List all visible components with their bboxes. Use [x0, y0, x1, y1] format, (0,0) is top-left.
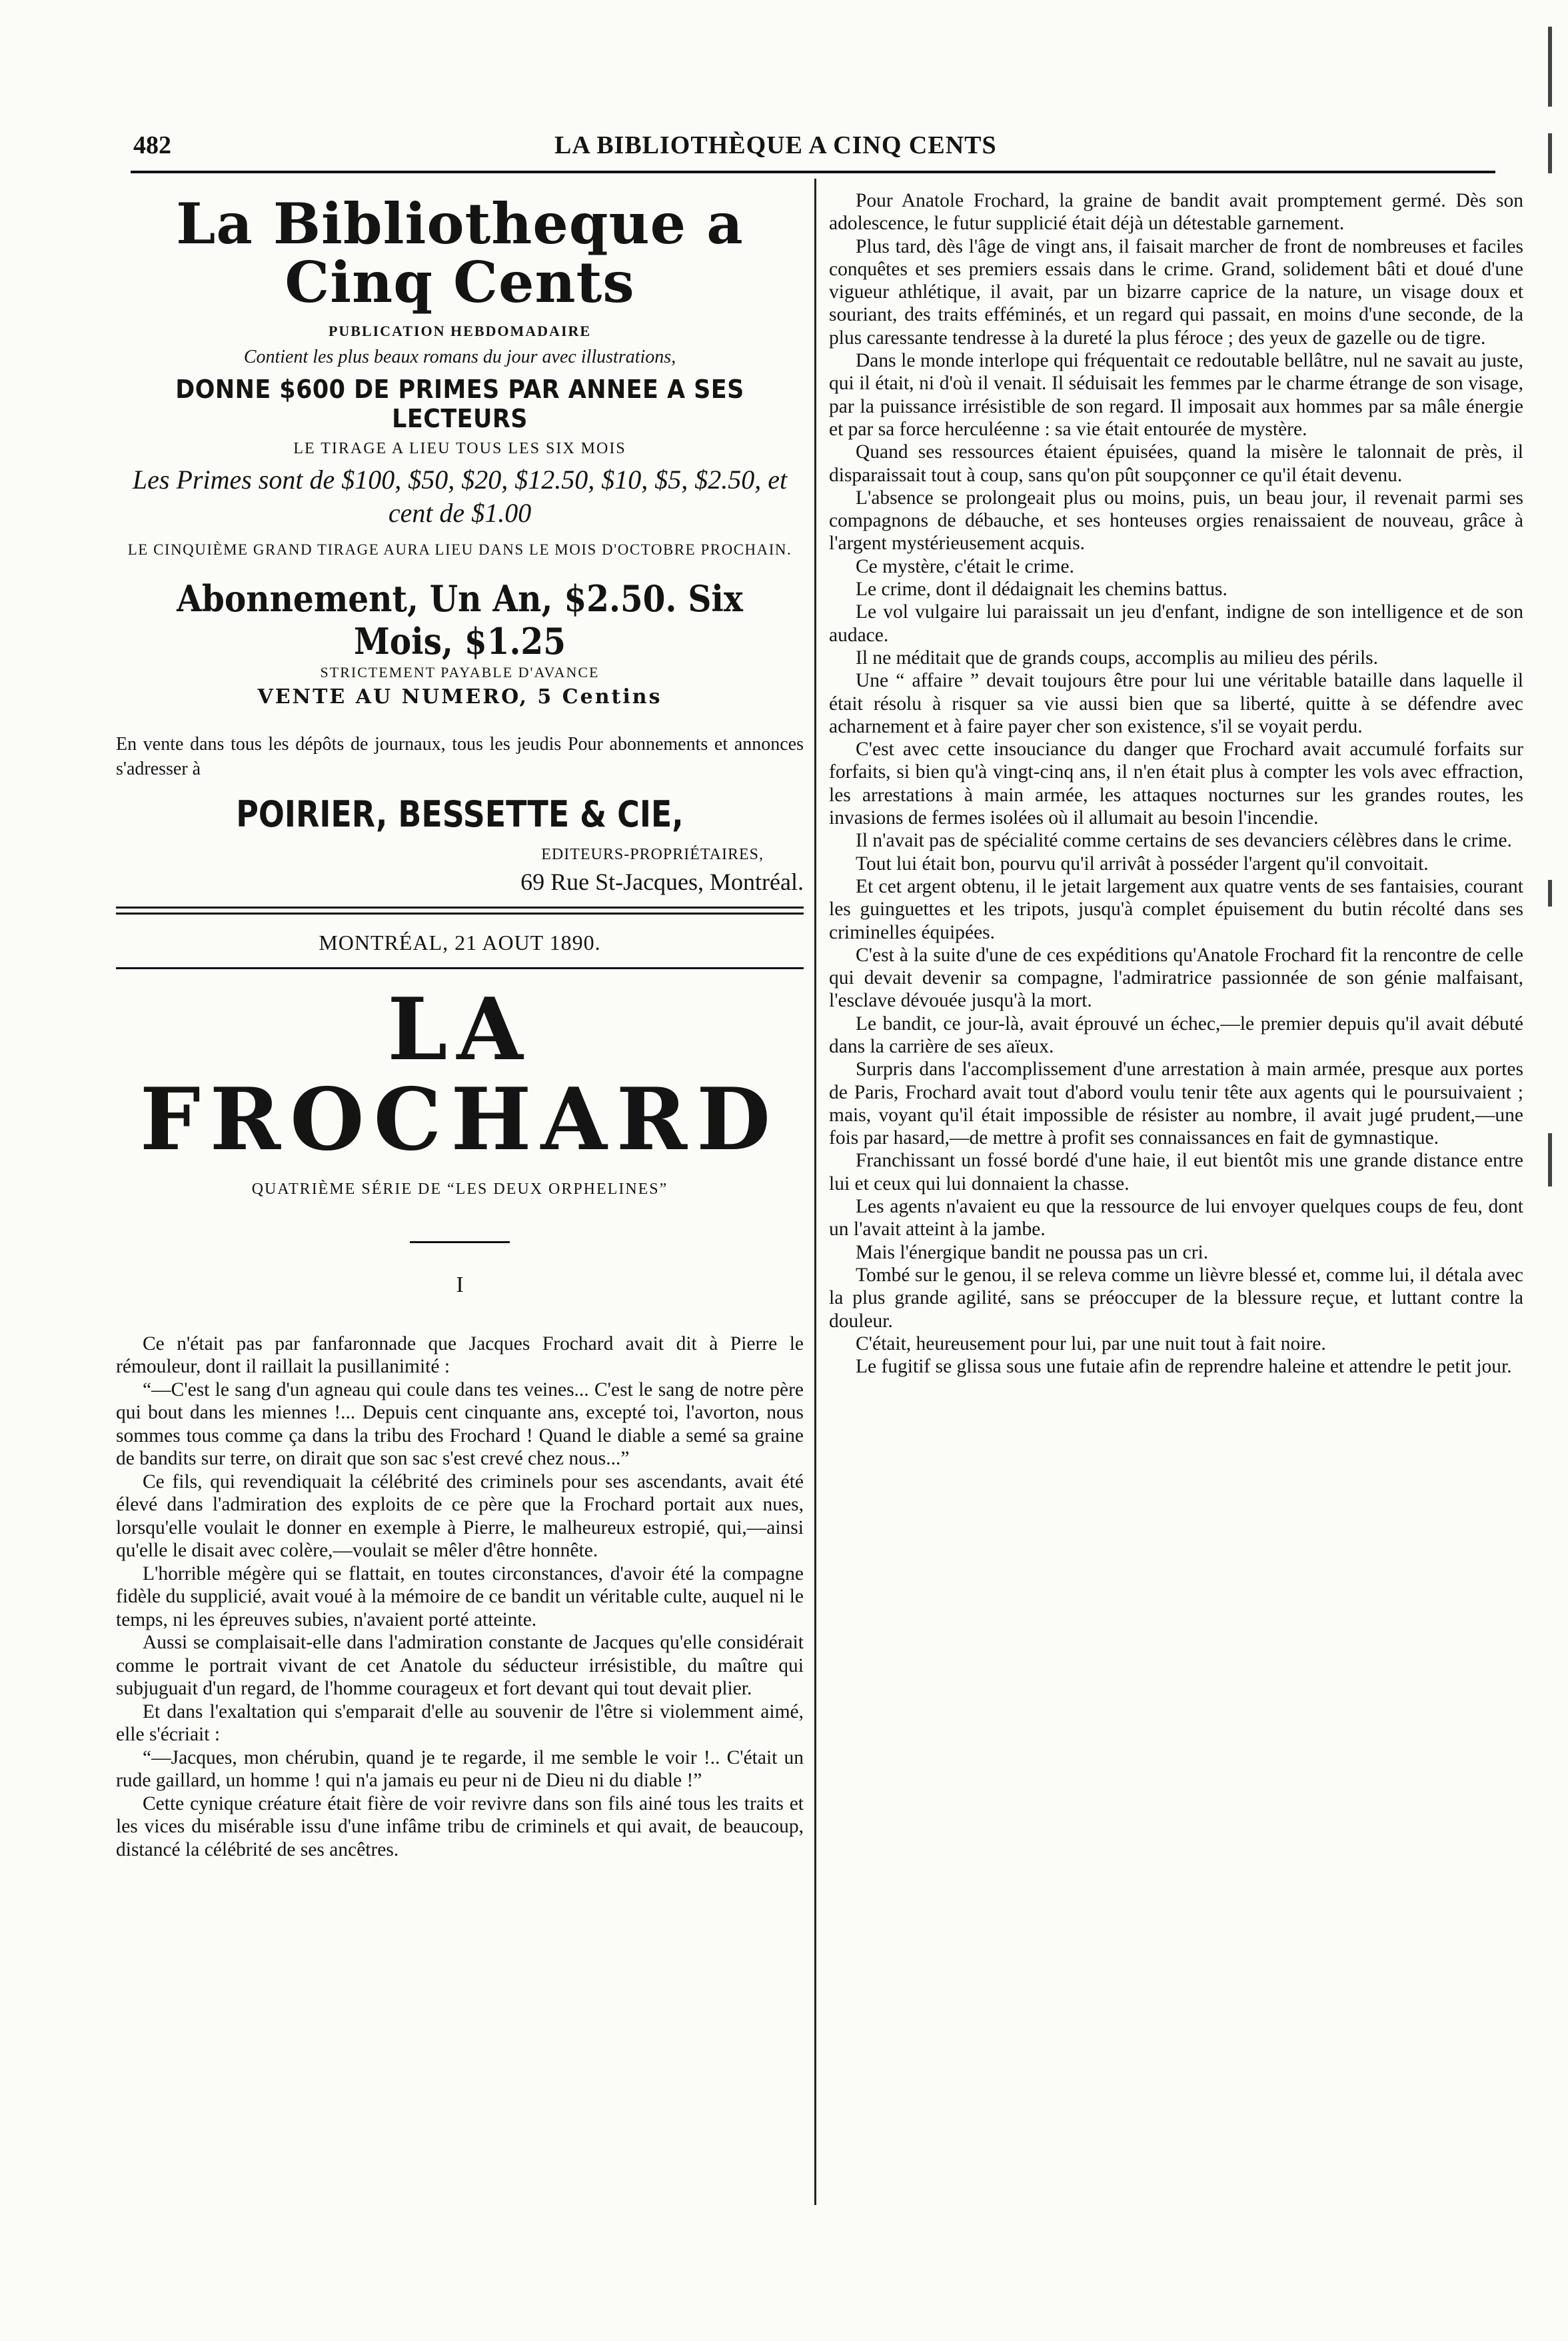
scan-edge-marks: [1548, 0, 1552, 2341]
paragraph: C'est avec cette insouciance du danger que Frochard avait accumulé forfaits sur forfaits, si bien qu'à vingt-cinq ans, il n'en était plus à compter les vols avec effraction, les arrestations à main armée, les attaques nocturnes sur les grandes routes, les invasions de fermes isolées où il allumait au besoin l'incendie.: [829, 739, 1523, 829]
paragraph: Le vol vulgaire lui paraissait un jeu d'enfant, indigne de son intelligence et de son audace.: [829, 601, 1523, 646]
left-body-text: [116, 1332, 804, 1862]
story-subtitle: QUATRIÈME SÉRIE DE “LES DEUX ORPHELINES”: [251, 1180, 668, 1198]
dateline: MONTRÉAL, 21 AOUT 1890.: [319, 931, 601, 955]
running-head: [133, 131, 1439, 171]
paragraph: Il ne méditait que de grands coups, accomplis au milieu des périls.: [856, 647, 1378, 669]
double-rule: [116, 907, 804, 915]
publication-line: PUBLICATION HEBDOMADAIRE: [328, 323, 592, 340]
paragraph: Aussi se complaisait-elle dans l'admiration constante de Jacques qu'elle considérait comme le portrait vivant de cet Anatole du séducteur irrésistible, du maître qui subjuguait d'un regard, de l'homme courageux et fort devant qui tout devait plier.: [116, 1632, 804, 1700]
paragraph: Et dans l'exaltation qui s'emparait d'elle au souvenir de l'être si violemment aimé, elle s'écriait :: [116, 1700, 804, 1746]
publisher-address: 69 Rue St-Jacques, Montréal.: [520, 869, 804, 896]
contient-line: Contient les plus beaux romans du jour avec illustrations,: [243, 347, 676, 368]
paragraph: Dans le monde interlope qui fréquentait ce redoutable bellâtre, nul ne savait au juste, qui il était, ni d'où il venait. Il séduisait les femmes par le charme étrange de son visage, par la puissance irrésistible de son regard. Il imposait aux hommes par sa mâle énergie et par sa force herculéenne : sa vie était entourée de mystère.: [829, 350, 1523, 440]
paragraph: Pour Anatole Frochard, la graine de bandit avait promptement germé. Dès son adolescence, le futur supplicié était déjà un détestable garnement.: [829, 190, 1523, 235]
cinquieme-tirage: LE CINQUIÈME GRAND TIRAGE AURA LIEU DANS LE MOIS D'OCTOBRE PROCHAIN.: [127, 541, 792, 559]
left-column: [116, 187, 804, 1861]
paragraph: Les agents n'avaient eu que la ressource de lui envoyer quelques coups de feu, dont un l'avait atteint à la jambe.: [829, 1196, 1523, 1240]
header-rule: [131, 171, 1495, 173]
right-column: [829, 189, 1523, 1378]
publisher-name: POIRIER, BESSETTE & CIE,: [236, 793, 684, 836]
column-separator: [814, 179, 816, 2205]
publisher-role: EDITEURS-PROPRIÉTAIRES,: [541, 846, 764, 864]
paragraph: Le bandit, ce jour-là, avait éprouvé un échec,—le premier depuis qu'il avait débuté dans la carrière de ses aïeux.: [829, 1013, 1523, 1057]
paragraph: C'est à la suite d'une de ces expéditions qu'Anatole Frochard fit la rencontre de celle qui devait devenir sa compagne, l'admiratrice passionnée de son génie malfaisant, l'esclave dévouée jusqu'à la mort.: [829, 944, 1523, 1012]
paragraph: Une “ affaire ” devait toujours être pour lui une véritable bataille dans laquelle il était résolu à risquer sa vie aussi bien que sa liberté, quitte à se défendre avec acharnement et à faire payer cher son existence, s'il se voyait perdu.: [829, 670, 1523, 737]
story-title: LA FROCHARD: [139, 980, 780, 1170]
paragraph: Cette cynique créature était fière de voir revivre dans son fils ainé tous les traits et les vices du misérable issu d'une infâme tribu de criminels et qui avait, de beaucoup, distancé la célébrité de ses ancêtres.: [116, 1792, 804, 1860]
title-rule: [410, 1241, 510, 1243]
paragraph: Il n'avait pas de spécialité comme certains de ses devanciers célèbres dans le crime.: [856, 830, 1512, 852]
paragraph: Le crime, dont il dédaignait les chemins battus.: [856, 579, 1227, 601]
paragraph: Ce n'était pas par fanfaronnade que Jacques Frochard avait dit à Pierre le rémouleur, dont il raillait la pusillanimité :: [116, 1332, 804, 1378]
tirage-line: LE TIRAGE A LIEU TOUS LES SIX MOIS: [293, 440, 626, 458]
paragraph: Quand ses ressources étaient épuisées, quand la misère le talonnait de près, il disparaissait tout à coup, sans qu'on pût soupçonner ce qu'il était devenu.: [829, 441, 1523, 486]
paragraph: Et cet argent obtenu, il le jetait largement aux quatre vents de ses fantaisies, courant les guinguettes et les tripots, jusqu'à complet épuisement du butin récolté dans ses criminelles équipées.: [829, 875, 1523, 943]
masthead: La Bibliotheque a Cinq Cents: [176, 191, 744, 316]
paragraph: Franchissant un fossé bordé d'une haie, il eut bientôt mis une grande distance entre lui et ceux qui lui donnaient la chasse.: [829, 1150, 1523, 1194]
paragraph: Mais l'énergique bandit ne poussa pas un cri.: [856, 1241, 1209, 1263]
chapter-number: I: [456, 1272, 464, 1297]
advertisement: [116, 191, 804, 896]
primes-headline: DONNE $600 DE PRIMES PAR ANNEE A SES LECTEURS: [175, 375, 744, 434]
single-copy-price: VENTE AU NUMERO, 5 Centins: [257, 685, 662, 709]
paragraph: C'était, heureusement pour lui, par une nuit tout à fait noire.: [856, 1332, 1326, 1354]
paragraph: Tout lui était bon, pourvu qu'il arrivât à posséder l'argent qu'il convoitait.: [856, 853, 1429, 875]
paragraph: “—C'est le sang d'un agneau qui coule dans tes veines... C'est le sang de notre père qui bout dans les miennes !... Depuis cent cinquante ans, excepté toi, l'avorton, nous sommes tous comme ça dans la tribu des Frochard ! Quand le diable a semé sa graine de bandits sur terre, on dirait que son sac s'est crevé chez nous...”: [116, 1378, 804, 1470]
paragraph: “—Jacques, mon chérubin, quand je te regarde, il me semble le voir !.. C'était un rude gaillard, un homme ! qui n'a jamais eu peur ni de Dieu ni du diable !”: [116, 1746, 804, 1792]
page-number: 482: [133, 131, 171, 159]
primes-amounts: Les Primes sont de $100, $50, $20, $12.50, $10, $5, $2.50, et cent de $1.00: [132, 465, 788, 529]
dateline-rule: [116, 967, 804, 969]
paragraph: Tombé sur le genou, il se releva comme un lièvre blessé et, comme lui, il détala avec la plus grande agilité, sans se préoccuper de la blessure reçue, et luttant contre la douleur.: [829, 1264, 1523, 1332]
paragraph: L'absence se prolongeait plus ou moins, puis, un beau jour, il revenait parmi ses compagnons de débauche, et ses honteuses orgies renaissaient de nouveau, grâce à l'argent mystérieusement acquis.: [829, 487, 1523, 555]
paragraph: Ce fils, qui revendiquait la célébrité des criminels pour ses ascendants, avait été élevé dans l'admiration des exploits de ce père que la Frochard portait aux nues, lorsqu'elle voulait le donner en exemple à Pierre, le malheureux estropié, qui,—ainsi qu'elle le disait avec colère,—voulait se mêler d'être honnête.: [116, 1470, 804, 1562]
paragraph: Le fugitif se glissa sous une futaie afin de reprendre haleine et attendre le petit jour.: [856, 1356, 1512, 1378]
sale-notice: En vente dans tous les dépôts de journaux, tous les jeudis Pour abonnements et annonces s'adresser à: [116, 734, 804, 779]
paragraph: L'horrible mégère qui se flattait, en toutes circonstances, d'avoir été la compagne fidèle du supplicié, avait voué à la mémoire de ce bandit un véritable culte, auquel ni le temps, ni les épreuves subies, n'avaient porté atteinte.: [116, 1562, 804, 1630]
paragraph: Plus tard, dès l'âge de vingt ans, il faisait marcher de front de nombreuses et faciles conquêtes et ses premiers essais dans le crime. Grand, solidement bâti et doué d'une vigueur athlétique, il avait, par un bizarre caprice de la nature, un visage doux et souriant, des traits efféminés, et un regard qui passait, en moins d'une seconde, de la plus caressante tendresse à la dureté la plus féroce ; des yeux de gazelle ou de tigre.: [829, 235, 1523, 349]
subscription-price: Abonnement, Un An, $2.50. Six Mois, $1.25: [177, 577, 743, 663]
payable-notice: STRICTEMENT PAYABLE D'AVANCE: [320, 664, 600, 681]
running-title: LA BIBLIOTHÈQUE A CINQ CENTS: [554, 131, 997, 159]
paragraph: Ce mystère, c'était le crime.: [856, 555, 1075, 577]
paragraph: Surpris dans l'accomplissement d'une arrestation à main armée, presque aux portes de Paris, Frochard avait tout d'abord voulu tenir tête aux agents qui le poursuivaient ; mais, voyant qu'il était impossible de résister au nombre, il avait jugé prudent,—une fois par hasard,—de mettre à profit ses connaissances en fait de gymnastique.: [829, 1059, 1523, 1149]
